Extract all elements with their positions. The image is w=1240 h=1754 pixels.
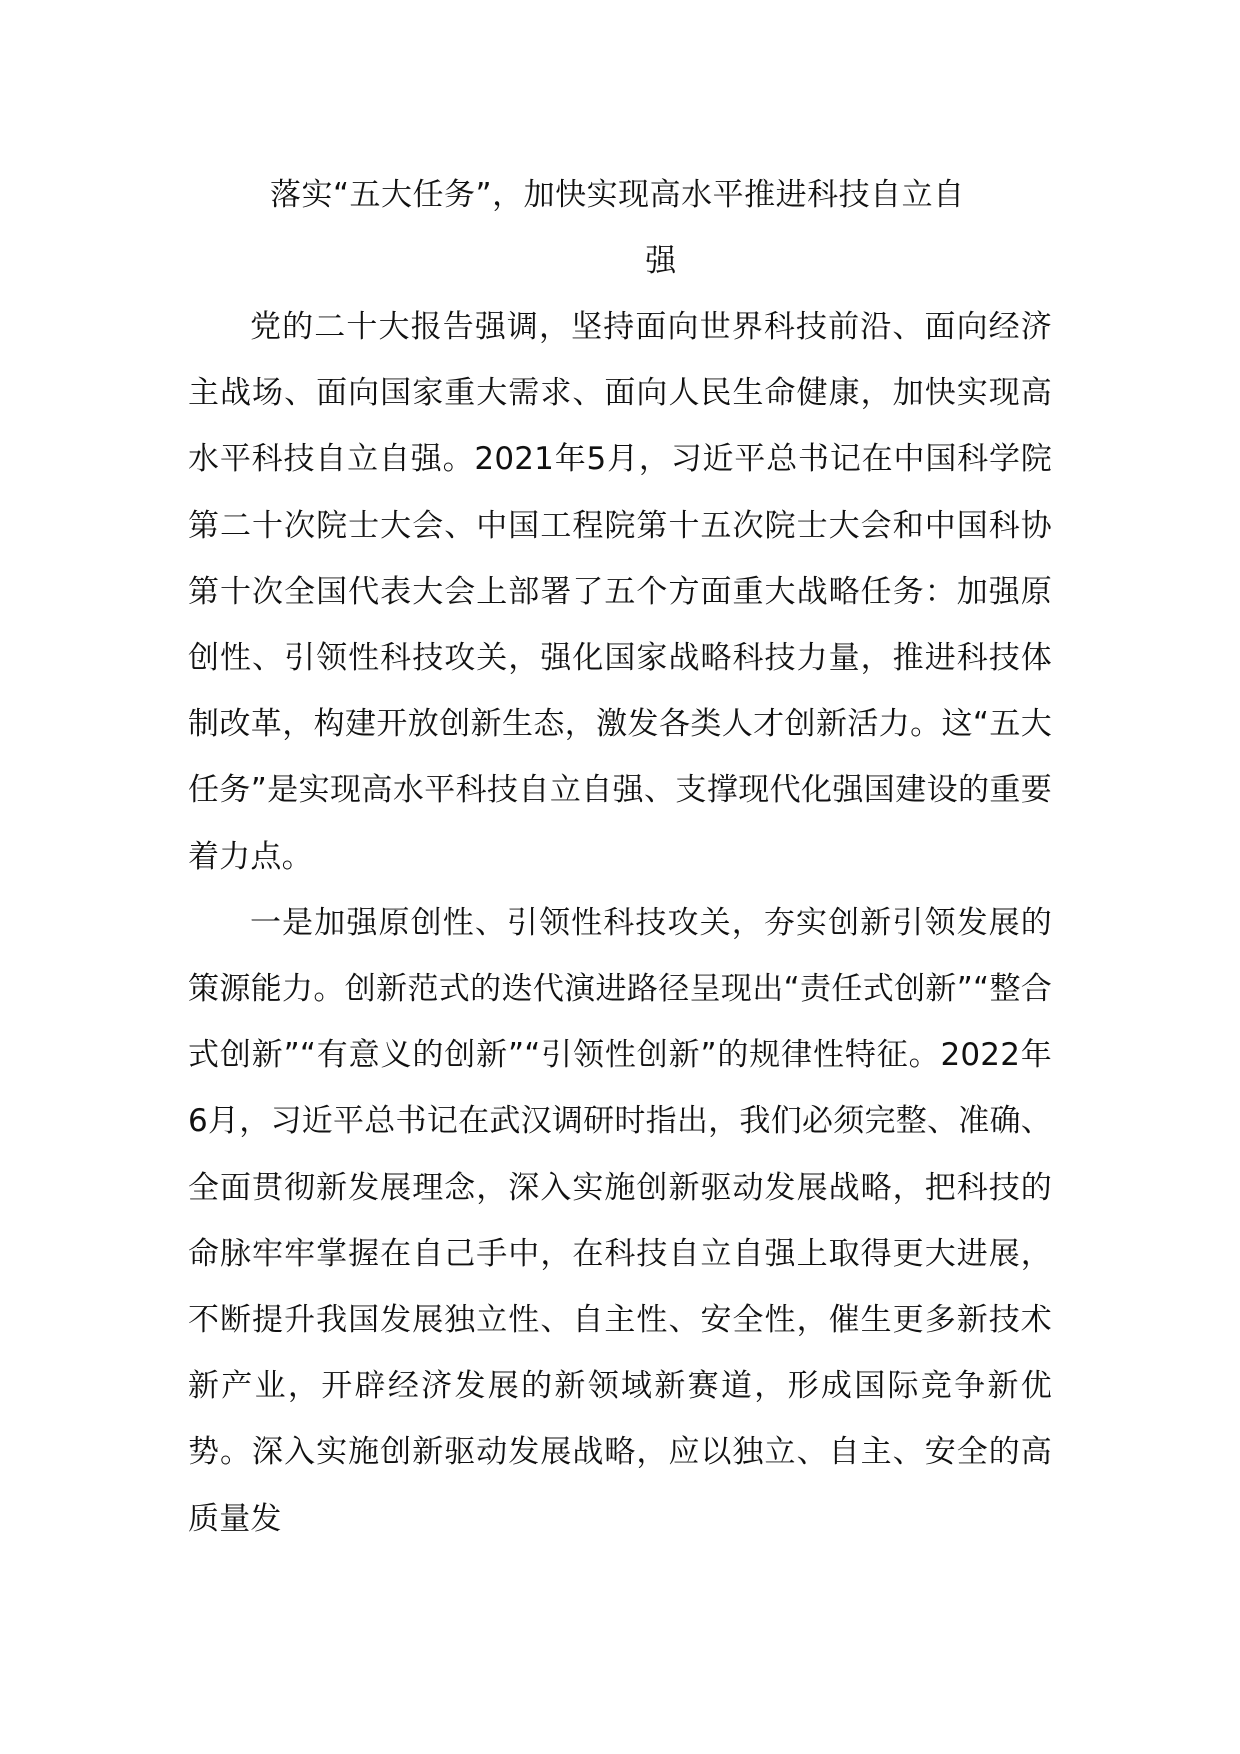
paragraph-1: 党的二十大报告强调，坚持面向世界科技前沿、面向经济主战场、面向国家重大需求、面向人民生命健康，加快实现高水平科技自立自强。2021年5月，习近平总书记在中国科学院第二十次院士大会、中国工程院第十五次院士大会和中国科协第十次全国代表大会上部署了五个方面重大战略任务：加强原创性、引领性科技攻关，强化国家战略科技力量，推进科技体制改革，构建开放创新生态，激发各类人才创新活力。这“五大任务”是实现高水平科技自立自强、支撑现代化强国建设的重要着力点。 (188, 309, 1052, 875)
document-title (188, 162, 1052, 294)
title-line-2: 强 (645, 243, 677, 279)
title-line-1: 落实“五大任务”，加快实现高水平推进科技自立自 (270, 177, 965, 213)
document-body (188, 162, 1052, 1552)
paragraph-2: 一是加强原创性、引领性科技攻关，夯实创新引领发展的策源能力。创新范式的迭代演进路径呈现出“责任式创新”“整合式创新”“有意义的创新”“引领性创新”的规律性特征。2022年6月，习近平总书记在武汉调研时指出，我们必须完整、准确、全面贯彻新发展理念，深入实施创新驱动发展战略，把科技的命脉牢牢掌握在自己手中，在科技自立自强上取得更大进展，不断提升我国发展独立性、自主性、安全性，催生更多新技术新产业，开辟经济发展的新领域新赛道，形成国际竞争新优势。深入实施创新驱动发展战略，应以独立、自主、安全的高质量发 (188, 904, 1052, 1537)
